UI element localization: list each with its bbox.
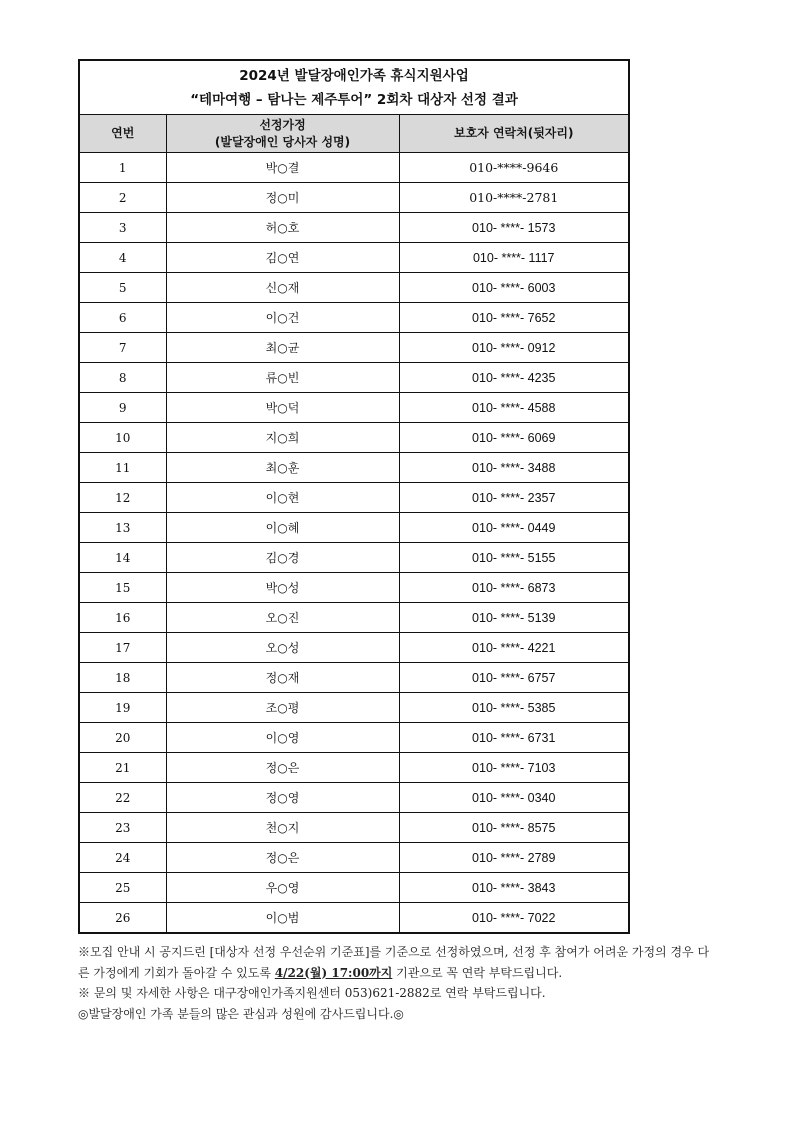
row-name: 허○호 xyxy=(166,213,399,243)
row-no: 5 xyxy=(80,273,166,303)
table-row xyxy=(80,513,628,543)
row-phone: 010- ****- 5385 xyxy=(399,693,628,723)
row-name: 조○평 xyxy=(166,693,399,723)
row-phone: 010- ****- 3488 xyxy=(399,453,628,483)
row-no: 15 xyxy=(80,573,166,603)
row-phone: 010- ****- 5139 xyxy=(399,603,628,633)
note1-text-before: ※모집 안내 시 공지드린 [대상자 선정 우선순위 기준표]를 기준으로 선정하였으며, 선정 후 참여가 어려운 가정의 경우 다른 가정에게 기회가 돌아갈 수 있도록 xyxy=(78,945,710,980)
note-contact-info: ※ 문의 및 자세한 사항은 대구장애인가족지원센터 053)621-2882로 연락 부탁드립니다. xyxy=(78,986,546,1000)
table-row xyxy=(80,363,628,393)
note-selection-criteria xyxy=(78,942,718,983)
row-phone: 010- ****- 0912 xyxy=(399,333,628,363)
row-phone: 010- ****- 6003 xyxy=(399,273,628,303)
table-row xyxy=(80,813,628,843)
row-no: 16 xyxy=(80,603,166,633)
row-phone: 010- ****- 2357 xyxy=(399,483,628,513)
row-no: 14 xyxy=(80,543,166,573)
note-thanks: ◎발달장애인 가족 분들의 많은 관심과 성원에 감사드립니다.◎ xyxy=(78,1006,404,1021)
row-name: 이○영 xyxy=(166,723,399,753)
row-name: 정○영 xyxy=(166,783,399,813)
row-phone: 010- ****- 6731 xyxy=(399,723,628,753)
table-row xyxy=(80,573,628,603)
row-phone: 010- ****- 6757 xyxy=(399,663,628,693)
row-name: 이○혜 xyxy=(166,513,399,543)
row-name: 정○미 xyxy=(166,183,399,213)
table-row xyxy=(80,243,628,273)
table-row xyxy=(80,303,628,333)
row-phone: 010- ****- 5155 xyxy=(399,543,628,573)
row-name: 최○훈 xyxy=(166,453,399,483)
table-row xyxy=(80,213,628,243)
row-phone: 010-****-9646 xyxy=(399,153,628,183)
row-name: 김○연 xyxy=(166,243,399,273)
row-no: 3 xyxy=(80,213,166,243)
row-name: 이○건 xyxy=(166,303,399,333)
row-phone: 010- ****- 7652 xyxy=(399,303,628,333)
row-no: 8 xyxy=(80,363,166,393)
selection-table xyxy=(80,115,628,932)
row-phone: 010-****-2781 xyxy=(399,183,628,213)
title-block xyxy=(80,61,628,115)
row-no: 23 xyxy=(80,813,166,843)
table-row xyxy=(80,843,628,873)
row-name: 정○재 xyxy=(166,663,399,693)
table-row xyxy=(80,753,628,783)
title-line-2: “테마여행 – 탐나는 제주투어” 2회차 대상자 선정 결과 xyxy=(190,92,518,108)
row-no: 20 xyxy=(80,723,166,753)
row-name: 김○경 xyxy=(166,543,399,573)
row-name: 오○성 xyxy=(166,633,399,663)
table-row xyxy=(80,483,628,513)
row-phone: 010- ****- 0340 xyxy=(399,783,628,813)
table-row xyxy=(80,693,628,723)
row-name: 오○진 xyxy=(166,603,399,633)
row-no: 2 xyxy=(80,183,166,213)
row-phone: 010- ****- 4221 xyxy=(399,633,628,663)
row-name: 정○은 xyxy=(166,753,399,783)
row-no: 7 xyxy=(80,333,166,363)
row-name: 정○은 xyxy=(166,843,399,873)
row-phone: 010- ****- 7103 xyxy=(399,753,628,783)
row-no: 25 xyxy=(80,873,166,903)
row-phone: 010- ****- 8575 xyxy=(399,813,628,843)
row-no: 19 xyxy=(80,693,166,723)
row-no: 11 xyxy=(80,453,166,483)
row-name: 신○재 xyxy=(166,273,399,303)
table-row xyxy=(80,723,628,753)
row-phone: 010- ****- 4235 xyxy=(399,363,628,393)
row-name: 우○영 xyxy=(166,873,399,903)
header-contact: 보호자 연락처(뒷자리) xyxy=(399,115,628,153)
row-no: 9 xyxy=(80,393,166,423)
table-row xyxy=(80,603,628,633)
row-no: 12 xyxy=(80,483,166,513)
note1-deadline: 4/22(월) 17:00까지 xyxy=(274,965,393,980)
notes-section xyxy=(78,942,718,1024)
header-family xyxy=(166,115,399,153)
table-row xyxy=(80,663,628,693)
row-no: 22 xyxy=(80,783,166,813)
row-name: 지○희 xyxy=(166,423,399,453)
header-no: 연번 xyxy=(80,115,166,153)
title-line-1: 2024년 발달장애인가족 휴식지원사업 xyxy=(239,68,469,84)
row-phone: 010- ****- 7022 xyxy=(399,903,628,933)
row-no: 6 xyxy=(80,303,166,333)
note1-text-after: 기관으로 꼭 연락 부탁드립니다. xyxy=(392,965,563,980)
row-no: 24 xyxy=(80,843,166,873)
table-row xyxy=(80,543,628,573)
row-phone: 010- ****- 6873 xyxy=(399,573,628,603)
row-name: 이○범 xyxy=(166,903,399,933)
selection-result-table-box xyxy=(78,59,630,934)
row-no: 4 xyxy=(80,243,166,273)
row-no: 18 xyxy=(80,663,166,693)
header-family-line2: (발달장애인 당사자 성명) xyxy=(214,134,351,149)
table-row xyxy=(80,393,628,423)
row-no: 21 xyxy=(80,753,166,783)
table-row xyxy=(80,423,628,453)
table-row xyxy=(80,453,628,483)
row-name: 천○지 xyxy=(166,813,399,843)
table-row xyxy=(80,873,628,903)
table-row xyxy=(80,633,628,663)
row-phone: 010- ****- 4588 xyxy=(399,393,628,423)
row-phone: 010- ****- 6069 xyxy=(399,423,628,453)
header-family-line1: 선정가정 xyxy=(259,117,306,132)
row-name: 이○현 xyxy=(166,483,399,513)
table-body xyxy=(80,153,628,933)
row-no: 10 xyxy=(80,423,166,453)
table-header-row xyxy=(80,115,628,153)
table-row xyxy=(80,273,628,303)
row-phone: 010- ****- 1573 xyxy=(399,213,628,243)
row-phone: 010- ****- 3843 xyxy=(399,873,628,903)
table-row xyxy=(80,783,628,813)
row-name: 박○결 xyxy=(166,153,399,183)
row-phone: 010- ****- 2789 xyxy=(399,843,628,873)
table-row xyxy=(80,333,628,363)
row-name: 최○균 xyxy=(166,333,399,363)
row-no: 26 xyxy=(80,903,166,933)
row-name: 박○덕 xyxy=(166,393,399,423)
row-no: 13 xyxy=(80,513,166,543)
row-phone: 010- ****- 0449 xyxy=(399,513,628,543)
table-row xyxy=(80,153,628,183)
table-row xyxy=(80,903,628,933)
row-phone: 010- ****- 1117 xyxy=(399,243,628,273)
table-row xyxy=(80,183,628,213)
row-no: 1 xyxy=(80,153,166,183)
row-name: 박○성 xyxy=(166,573,399,603)
row-name: 류○빈 xyxy=(166,363,399,393)
row-no: 17 xyxy=(80,633,166,663)
